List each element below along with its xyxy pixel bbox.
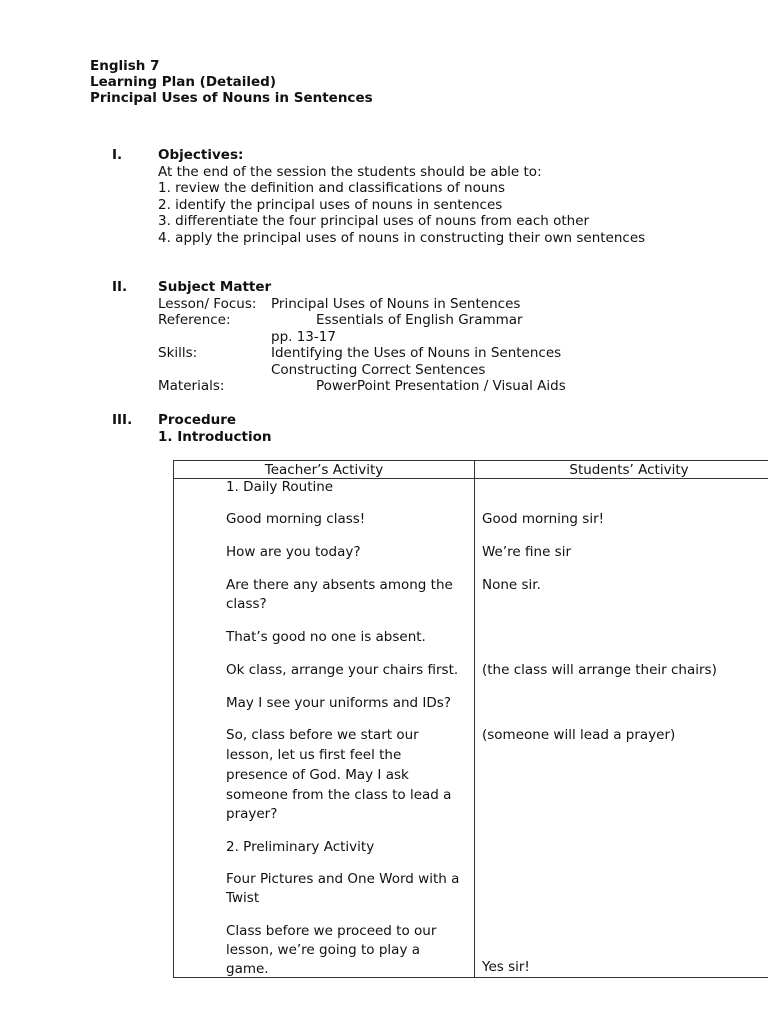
objective-item: 1. review the definition and classifications of nouns bbox=[158, 180, 505, 196]
student-line: (someone will lead a prayer) bbox=[482, 727, 676, 743]
objectives-intro: At the end of the session the students should be able to: bbox=[158, 163, 542, 180]
student-line: (the class will arrange their chairs) bbox=[482, 662, 717, 678]
objectives-list bbox=[158, 180, 768, 246]
table-row bbox=[174, 479, 768, 978]
table-header-row bbox=[174, 461, 768, 479]
teacher-line: Four Pictures and One Word with a bbox=[226, 871, 460, 887]
teacher-line: prayer? bbox=[226, 806, 278, 822]
skills-row-2 bbox=[158, 362, 768, 379]
student-line: Yes sir! bbox=[482, 959, 530, 975]
student-line: Good morning sir! bbox=[482, 511, 605, 527]
teacher-line: presence of God. May I ask bbox=[226, 767, 409, 783]
teacher-line: game. bbox=[226, 961, 269, 977]
skills-label: Skills: bbox=[158, 345, 198, 361]
teacher-line: Class before we proceed to our bbox=[226, 923, 437, 939]
lesson-value: Principal Uses of Nouns in Sentences bbox=[271, 295, 521, 312]
document-header bbox=[90, 58, 373, 106]
materials-row bbox=[158, 378, 768, 395]
reference-pages-row bbox=[158, 329, 768, 346]
skills-value: Constructing Correct Sentences bbox=[271, 361, 486, 378]
student-line: We’re fine sir bbox=[482, 544, 571, 560]
teacher-line: lesson, let us first feel the bbox=[226, 747, 402, 763]
materials-value: PowerPoint Presentation / Visual Aids bbox=[316, 378, 566, 394]
students-activity-cell bbox=[475, 479, 768, 978]
subject-matter-title: Subject Matter bbox=[158, 279, 272, 295]
teacher-line: lesson, we’re going to play a bbox=[226, 942, 420, 958]
teacher-line: That’s good no one is absent. bbox=[226, 629, 426, 645]
plan-title: Learning Plan (Detailed) bbox=[90, 74, 277, 90]
skills-row bbox=[158, 345, 768, 362]
reference-value: Essentials of English Grammar bbox=[316, 312, 523, 328]
teacher-line: May I see your uniforms and IDs? bbox=[226, 695, 451, 711]
skills-value: Identifying the Uses of Nouns in Sentences bbox=[271, 345, 562, 361]
teacher-line: Good morning class! bbox=[226, 511, 366, 527]
student-line: None sir. bbox=[482, 577, 541, 593]
subject-matter-numeral: II. bbox=[112, 279, 128, 295]
procedure-subtitle: 1. Introduction bbox=[158, 428, 272, 445]
teacher-line: someone from the class to lead a bbox=[226, 787, 452, 803]
teacher-line: class? bbox=[226, 596, 267, 612]
materials-label: Materials: bbox=[158, 378, 225, 394]
teacher-line: How are you today? bbox=[226, 544, 361, 560]
objectives-title: Objectives: bbox=[158, 147, 244, 163]
preliminary-activity-heading: 2. Preliminary Activity bbox=[226, 839, 375, 855]
procedure-numeral: III. bbox=[112, 412, 133, 428]
objective-item: 3. differentiate the four principal uses of nouns from each other bbox=[158, 213, 590, 229]
daily-routine-heading: 1. Daily Routine bbox=[226, 479, 334, 495]
course-title: English 7 bbox=[90, 58, 160, 74]
lesson-row bbox=[158, 296, 768, 313]
teacher-line: Are there any absents among the bbox=[226, 577, 453, 593]
students-activity-header: Students’ Activity bbox=[475, 461, 768, 479]
reference-pages: pp. 13-17 bbox=[271, 328, 336, 345]
teacher-line: So, class before we start our bbox=[226, 727, 419, 743]
reference-label: Reference: bbox=[158, 312, 231, 328]
reference-row bbox=[158, 312, 768, 329]
teacher-line: Twist bbox=[226, 890, 260, 906]
teacher-activity-header: Teacher’s Activity bbox=[174, 461, 475, 479]
procedure-title: Procedure bbox=[158, 412, 237, 428]
objective-item: 2. identify the principal uses of nouns in sentences bbox=[158, 196, 503, 213]
objectives-numeral: I. bbox=[112, 147, 123, 163]
teacher-activity-cell bbox=[174, 479, 475, 978]
objective-item: 4. apply the principal uses of nouns in constructing their own sentences bbox=[158, 229, 646, 246]
activity-table bbox=[173, 460, 768, 978]
teacher-line: Ok class, arrange your chairs first. bbox=[226, 662, 459, 678]
lesson-label: Lesson/ Focus: bbox=[158, 295, 257, 312]
topic-title: Principal Uses of Nouns in Sentences bbox=[90, 90, 373, 106]
